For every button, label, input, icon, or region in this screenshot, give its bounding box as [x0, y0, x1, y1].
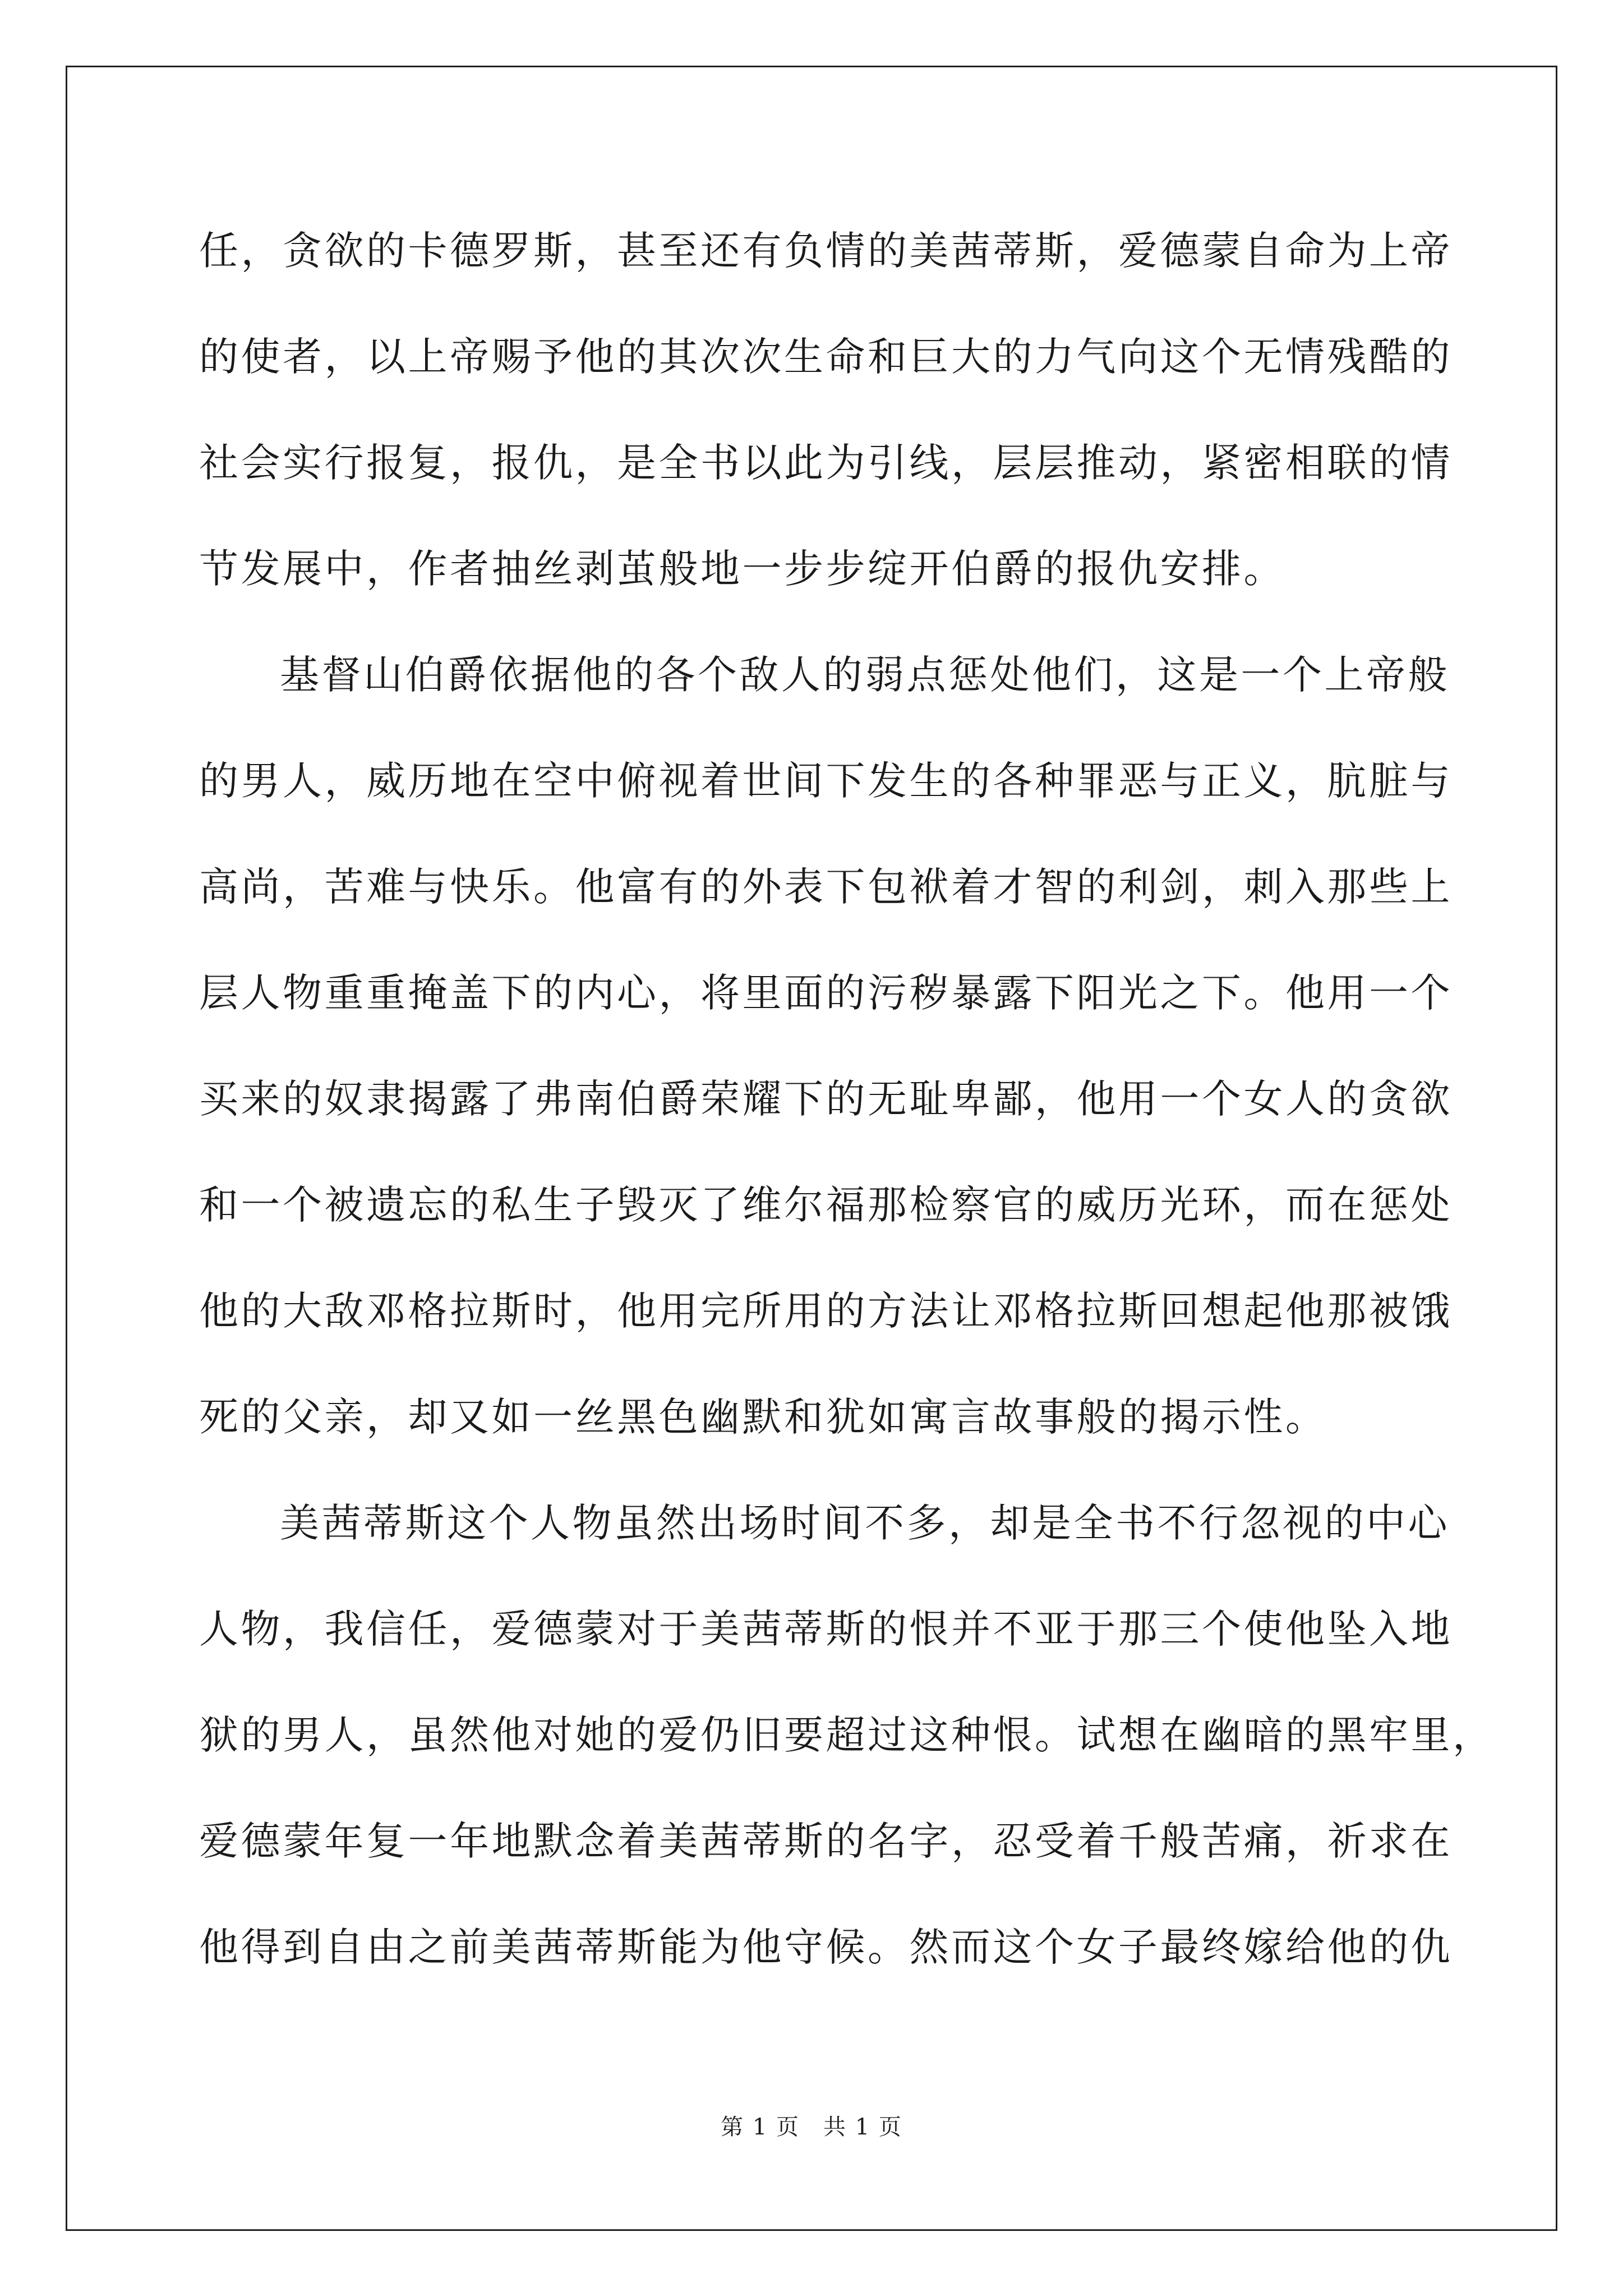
- text-line: 高尚，苦难与快乐。他富有的外表下包袱着才智的利剑，刺入那些上: [199, 864, 1453, 910]
- text-line: 社会实行报复，报仇，是全书以此为引线，层层推动，紧密相联的情: [199, 440, 1453, 486]
- text-line: 买来的奴隶揭露了弗南伯爵荣耀下的无耻卑鄙，他用一个女人的贪欲: [199, 1076, 1453, 1122]
- page-border: [66, 66, 1557, 2231]
- text-line: 层人物重重掩盖下的内心，将里面的污秽暴露下阳光之下。他用一个: [199, 970, 1453, 1016]
- page-number-footer: 第 1 页 共 1 页: [721, 2114, 902, 2140]
- text-line: 的男人，威历地在空中俯视着世间下发生的各种罪恶与正义，肮脏与: [199, 758, 1453, 804]
- text-line: 节发展中，作者抽丝剥茧般地一步步绽开伯爵的报仇安排。: [199, 546, 1285, 592]
- text-line: 任，贪欲的卡德罗斯，甚至还有负情的美茜蒂斯，爱德蒙自命为上帝: [199, 228, 1453, 274]
- text-line: 他得到自由之前美茜蒂斯能为他守候。然而这个女子最终嫁给他的仇: [199, 1924, 1453, 1970]
- text-line: 爱德蒙年复一年地默念着美茜蒂斯的名字，忍受着千般苦痛，祈求在: [199, 1818, 1453, 1864]
- text-line: 和一个被遗忘的私生子毁灭了维尔福那检察官的威历光环，而在惩处: [199, 1182, 1453, 1228]
- paragraph-first-line: 基督山伯爵依据他的各个敌人的弱点惩处他们，这是一个上帝般: [280, 652, 1450, 698]
- text-line: 狱的男人，虽然他对她的爱仍旧要超过这种恨。试想在幽暗的黑牢里，: [199, 1712, 1495, 1758]
- text-line: 死的父亲，却又如一丝黑色幽默和犹如寓言故事般的揭示性。: [199, 1394, 1327, 1440]
- paragraph-first-line: 美茜蒂斯这个人物虽然出场时间不多，却是全书不行忽视的中心: [280, 1500, 1450, 1546]
- text-line: 的使者，以上帝赐予他的其次次生命和巨大的力气向这个无情残酷的: [199, 334, 1453, 380]
- text-line: 他的大敌邓格拉斯时，他用完所用的方法让邓格拉斯回想起他那被饿: [199, 1288, 1453, 1334]
- text-line: 人物，我信任，爱德蒙对于美茜蒂斯的恨并不亚于那三个使他坠入地: [199, 1606, 1453, 1652]
